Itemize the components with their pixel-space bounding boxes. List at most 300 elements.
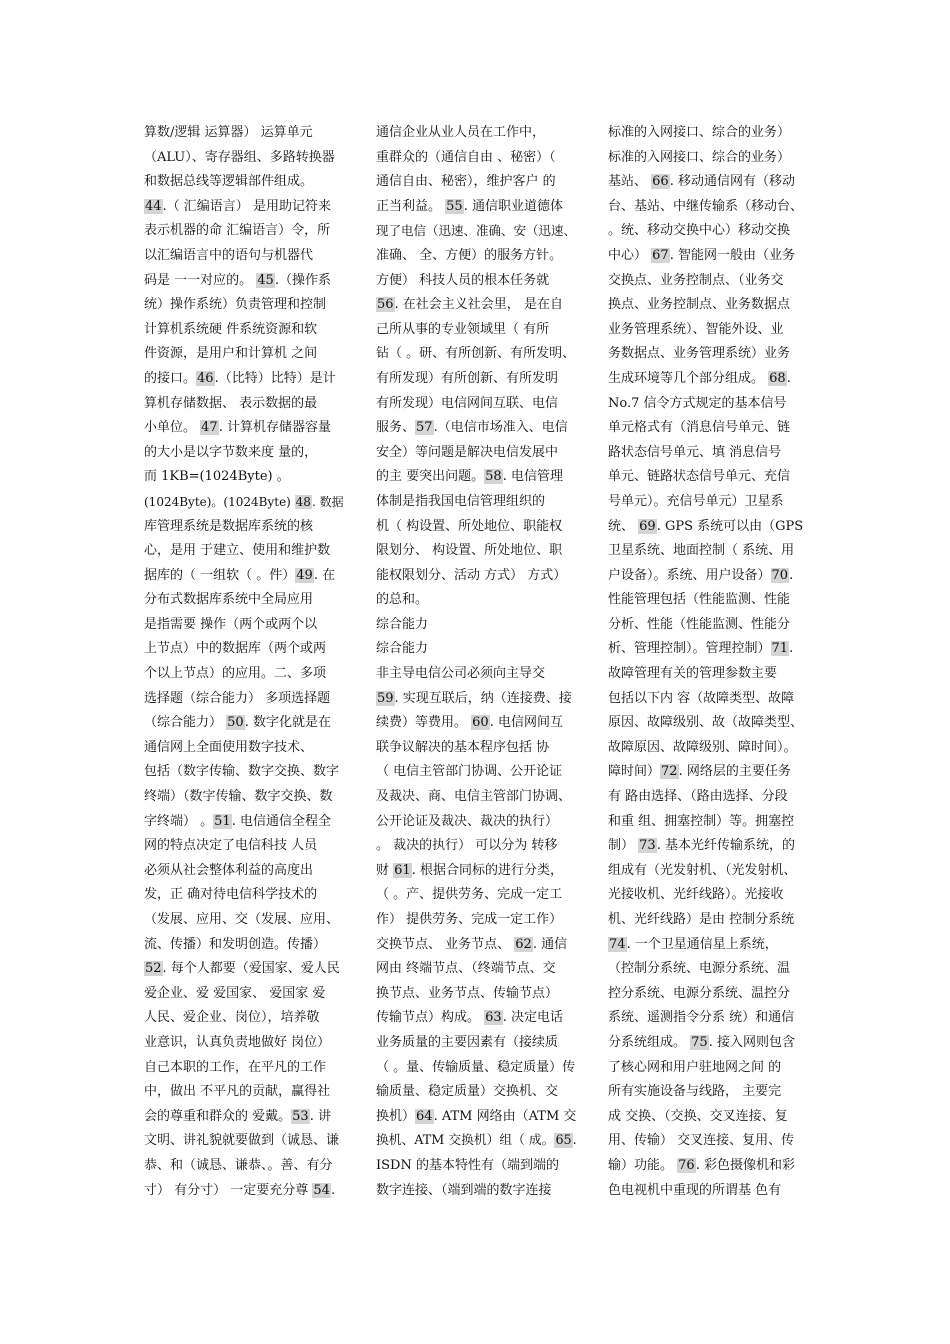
- text-line: [376, 613, 578, 638]
- text-line: [608, 146, 810, 171]
- text-line: [376, 441, 578, 466]
- text-line: [376, 1179, 578, 1204]
- text-segment: 有所发现）电信网间互联、电信: [376, 395, 559, 411]
- text-segment: 的主 要突出问题。: [376, 469, 485, 485]
- text-line: [144, 416, 346, 441]
- text-line: [144, 269, 346, 294]
- text-segment: 务数据点、业务管理系统）业务: [608, 346, 791, 362]
- text-segment: . 通信: [532, 936, 568, 952]
- text-segment: (1024Byte)。(1024Byte): [144, 494, 295, 509]
- text-segment: 输）功能。: [608, 1157, 678, 1173]
- text-segment: 业意识，认真负责地做好 岗位）: [144, 1034, 331, 1050]
- text-segment: .: [789, 641, 794, 657]
- question-number: 61: [394, 862, 411, 878]
- text-line: [608, 318, 810, 343]
- text-line: [376, 982, 578, 1007]
- text-line: [144, 342, 346, 367]
- question-number: 74: [609, 936, 626, 952]
- text-segment: 终端）（数字传输、数字交换、数: [144, 789, 333, 805]
- text-line: [608, 564, 810, 589]
- text-segment: 制）: [608, 838, 639, 854]
- text-segment: .（操作系: [274, 272, 331, 288]
- question-number: 49: [296, 567, 313, 583]
- text-line: [608, 515, 810, 540]
- text-segment: . 在社会主义社会里， 是在自: [394, 297, 563, 313]
- text-segment: 上节点）中的数据库（两个或两: [144, 641, 327, 657]
- text-segment: 机、光纤线路）是由 控制分系统: [608, 912, 795, 927]
- text-segment: 服务、: [376, 420, 416, 436]
- text-line: [376, 711, 578, 736]
- text-segment: .: [789, 567, 794, 583]
- text-line: [144, 1105, 346, 1130]
- text-segment: 的总和。: [376, 592, 429, 608]
- text-segment: . 电信通信全程全: [231, 813, 331, 829]
- text-segment: 体制是指我国电信管理组织的: [376, 493, 546, 509]
- text-line: [144, 957, 346, 982]
- text-segment: 表示机器的命 汇编语言）令，所: [144, 223, 331, 239]
- text-line: [376, 342, 578, 367]
- text-segment: 换机）: [376, 1108, 416, 1124]
- text-line: [608, 810, 810, 835]
- text-segment: 算数/逻辑 运算器） 运算单元: [144, 125, 313, 140]
- question-number: 58: [485, 469, 502, 485]
- text-segment: 通信企业从业人员在工作中，: [376, 125, 546, 140]
- text-line: [608, 834, 810, 859]
- text-line: [376, 392, 578, 417]
- text-line: [376, 1105, 578, 1130]
- text-line: [376, 515, 578, 540]
- text-line: [144, 687, 346, 712]
- text-line: [608, 785, 810, 810]
- text-line: [376, 490, 578, 515]
- text-segment: （ALU）、寄存器组、多路转换器: [144, 149, 335, 165]
- text-segment: 及裁决、商、电信主管部门协调、: [376, 789, 572, 805]
- text-segment: 通信自由、秘密），维护客户 的: [376, 174, 556, 190]
- text-segment: 业务管理系统）、智能外设、业: [608, 321, 784, 337]
- text-line: [144, 588, 346, 613]
- text-line: [376, 465, 578, 490]
- text-segment: 号单元）。充信号单元）卫星系: [608, 493, 784, 509]
- text-line: [608, 1154, 810, 1179]
- text-segment: 控分系统、电源分系统、温控分: [608, 985, 791, 1001]
- text-line: [608, 760, 810, 785]
- text-segment: 。 裁决的执行） 可以分为 转移: [376, 838, 558, 854]
- text-segment: . GPS 系统可以由（GPS: [656, 518, 804, 534]
- text-segment: 中心）: [608, 247, 652, 263]
- text-segment: . 网络层的主要任务: [678, 764, 791, 780]
- text-line: [144, 490, 346, 515]
- text-segment: . 决定电话: [502, 1010, 563, 1026]
- text-line: [608, 490, 810, 515]
- question-number: 55: [446, 198, 463, 214]
- text-line: [376, 957, 578, 982]
- text-line: [144, 465, 346, 490]
- text-line: [608, 662, 810, 687]
- text-segment: 限划分、 构设置、所处地位、职: [376, 543, 563, 559]
- text-segment: 重群众的（通信自由 、秘密）（: [376, 149, 556, 165]
- text-segment: 综合能力: [376, 616, 429, 632]
- text-line: [144, 711, 346, 736]
- text-segment: . 计算机存储器容量: [218, 420, 331, 436]
- text-line: [144, 121, 346, 146]
- text-column-middle: [376, 121, 578, 1203]
- text-segment: 标准的入网接口、综合的业务）: [608, 125, 791, 140]
- text-segment: 的接口。: [144, 370, 197, 386]
- text-segment: 中，做出 不平凡的贡献，赢得社: [144, 1084, 331, 1100]
- text-segment: 析、管理控制）。管理控制）: [608, 641, 771, 657]
- question-number: 45: [257, 272, 274, 288]
- text-line: [144, 810, 346, 835]
- text-segment: 通信网上全面使用数字技术、: [144, 739, 314, 755]
- text-segment: 机（ 构设置、所处地位、职能权: [376, 518, 563, 534]
- text-line: [144, 293, 346, 318]
- text-line: [144, 367, 346, 392]
- text-segment: . 通信职业道德体: [463, 198, 563, 214]
- question-number: 73: [639, 838, 656, 854]
- text-line: [144, 1179, 346, 1204]
- text-line: [376, 810, 578, 835]
- text-segment: 文明、讲礼貌就要做到（诚恳、谦: [144, 1133, 340, 1149]
- question-number: 70: [771, 567, 789, 583]
- text-line: [608, 367, 810, 392]
- text-segment: 联争议解决的基本程序包括 协: [376, 739, 550, 755]
- text-line: [608, 441, 810, 466]
- text-line: [376, 859, 578, 884]
- text-segment: 标准的入网接口、综合的业务）: [608, 149, 791, 165]
- text-line: [608, 883, 810, 908]
- text-line: [144, 318, 346, 343]
- text-line: [608, 121, 810, 146]
- question-number: 56: [377, 297, 394, 313]
- text-column-left: [144, 121, 346, 1203]
- text-segment: 的大小是以字节数来度 量的，: [144, 444, 318, 460]
- text-segment: . 电信管理: [502, 469, 563, 485]
- text-segment: （ 。产、提供劳务、完成一定工: [376, 887, 563, 903]
- text-segment: 台、基站、中继传输系（移动台、: [608, 198, 804, 214]
- text-segment: 现了电信（迅速、准确、安（迅速、: [376, 223, 577, 239]
- question-number: 54: [313, 1182, 330, 1198]
- text-segment: 成 交换、（交换、交叉连接、复: [608, 1108, 788, 1124]
- text-segment: 卫星系统、地面控制（ 系统、用: [608, 543, 795, 559]
- text-segment: 原因、故障级别、故（故障类型、: [608, 715, 804, 731]
- text-segment: 路状态信号单元、填 消息信号: [608, 444, 782, 460]
- question-number: 68: [769, 370, 786, 386]
- text-segment: 财: [376, 862, 394, 878]
- text-line: [376, 539, 578, 564]
- text-segment: 性能管理包括（性能监测、性能: [608, 592, 791, 608]
- text-segment: 流、传播）和发明创造。传播）: [144, 936, 327, 952]
- text-line: [144, 564, 346, 589]
- text-line: [608, 1105, 810, 1130]
- text-line: [144, 662, 346, 687]
- question-number: 50: [227, 715, 244, 731]
- text-segment: 而 1KB=(1024Byte) 。: [144, 469, 290, 485]
- text-line: [376, 785, 578, 810]
- text-segment: 有 路由选择、（路由选择、分段: [608, 789, 788, 805]
- text-line: [608, 1031, 810, 1056]
- text-line: [608, 1179, 810, 1204]
- text-segment: 交换节点、 业务节点、: [376, 936, 515, 952]
- text-segment: 生成环境等几个部分组成。: [608, 370, 769, 386]
- text-segment: No.7 信令方式规定的基本信号: [608, 395, 787, 411]
- text-line: [608, 170, 810, 195]
- text-segment: . 智能网一般由（业务: [669, 247, 795, 263]
- text-segment: 正当利益。: [376, 198, 446, 214]
- text-segment: 发，正 确对待电信科学技术的: [144, 887, 318, 903]
- question-number: 48: [295, 494, 311, 509]
- text-line: [376, 1006, 578, 1031]
- text-line: [376, 195, 578, 220]
- text-line: [376, 416, 578, 441]
- text-line: [376, 883, 578, 908]
- text-line: [608, 1129, 810, 1154]
- text-line: [608, 933, 810, 958]
- text-line: [376, 1056, 578, 1081]
- text-line: [608, 1006, 810, 1031]
- text-segment: 统）操作系统）负责管理和控制: [144, 297, 327, 313]
- text-segment: . 接入网则包含: [708, 1034, 795, 1050]
- question-number: 65: [555, 1133, 572, 1149]
- text-line: [376, 367, 578, 392]
- text-line: [608, 687, 810, 712]
- text-segment: 字终端） 。: [144, 813, 214, 829]
- question-number: 71: [771, 641, 789, 657]
- text-segment: 据库的（ 一组软（ 。件）: [144, 567, 296, 583]
- text-segment: 算机存储数据、 表示数据的最: [144, 395, 318, 411]
- text-segment: 以汇编语言中的语句与机器代: [144, 247, 314, 263]
- text-segment: 包括以下内 容（故障类型、故障: [608, 690, 795, 706]
- text-line: [608, 416, 810, 441]
- text-line: [608, 982, 810, 1007]
- question-number: 62: [515, 936, 532, 952]
- text-segment: 网的特点决定了电信科技 人员: [144, 838, 318, 854]
- question-number: 69: [639, 518, 656, 534]
- question-number: 60: [472, 715, 489, 731]
- text-column-right: [608, 121, 810, 1203]
- text-segment: 作） 提供劳务、完成一定工作）: [376, 912, 563, 927]
- text-line: [144, 146, 346, 171]
- text-segment: （控制分系统、电源分系统、温: [608, 961, 791, 977]
- text-segment: 选择题（综合能力） 多项选择题: [144, 690, 331, 706]
- text-line: [144, 195, 346, 220]
- text-line: [144, 637, 346, 662]
- text-line: [608, 293, 810, 318]
- text-segment: 故障原因、故障级别、障时间）。: [608, 739, 797, 755]
- text-line: [376, 121, 578, 146]
- text-line: [376, 564, 578, 589]
- text-segment: 公开论证及裁决、裁决的执行）: [376, 813, 559, 829]
- text-segment: 钻（ 。研、有所创新、有所发明、: [376, 346, 576, 362]
- text-segment: . 彩色摄像机和彩: [695, 1157, 795, 1173]
- text-line: [608, 613, 810, 638]
- text-segment: （ 。量、传输质量、稳定质量）传: [376, 1059, 576, 1075]
- text-segment: 色电视机中重现的所谓基 色有: [608, 1182, 782, 1198]
- text-segment: 码是 一一对应的。: [144, 272, 257, 288]
- text-segment: 输质量、稳定质量）交换机、交: [376, 1084, 559, 1100]
- text-line: [144, 785, 346, 810]
- question-number: 47: [201, 420, 218, 436]
- question-number: 64: [416, 1108, 433, 1124]
- text-segment: .（ 汇编语言） 是用助记符来: [162, 198, 331, 214]
- text-segment: 换机、ATM 交换机）组（ 成。: [376, 1133, 555, 1149]
- text-segment: . 移动通信网有（移动: [669, 174, 795, 190]
- text-segment: 件资源，是用户和计算机 之间: [144, 346, 318, 362]
- text-segment: 网由 终端节点、（终端节点、交: [376, 961, 556, 977]
- text-segment: 计算机系统硬 件系统资源和软: [144, 321, 318, 337]
- text-line: [144, 441, 346, 466]
- text-segment: 用、传输） 交叉连接、复用、传: [608, 1133, 795, 1149]
- text-segment: 有所发现）有所创新、有所发明: [376, 370, 559, 386]
- text-line: [376, 293, 578, 318]
- text-segment: 安全）等问题是解决电信发展中: [376, 444, 559, 460]
- question-number: 46: [197, 370, 214, 386]
- text-line: [376, 146, 578, 171]
- text-segment: （发展、应用、交（发展、应用、: [144, 912, 340, 927]
- text-line: [376, 170, 578, 195]
- text-segment: . 根据合同标的进行分类，: [411, 862, 563, 878]
- text-segment: 自己本职的工作，在平凡的工作: [144, 1059, 327, 1075]
- text-segment: ISDN 的基本特性有（端到端的: [376, 1157, 559, 1173]
- text-segment: 数字连接、（端到端的数字连接: [376, 1182, 552, 1198]
- text-line: [376, 269, 578, 294]
- text-line: [608, 342, 810, 367]
- question-number: 76: [678, 1157, 695, 1173]
- text-line: [144, 219, 346, 244]
- text-line: [376, 1154, 578, 1179]
- text-segment: 故障管理有关的管理参数主要: [608, 666, 778, 682]
- text-segment: 系统、遥测指令分系 统）和通信: [608, 1010, 795, 1026]
- text-segment: 人民、爱企业、岗位），培养敬: [144, 1010, 320, 1026]
- text-segment: 是指需要 操作（两个或两个以: [144, 616, 318, 632]
- text-line: [376, 662, 578, 687]
- text-line: [144, 834, 346, 859]
- text-line: [608, 1056, 810, 1081]
- text-segment: 己所从事的专业领域里（ 有所: [376, 321, 550, 337]
- text-segment: 组成有（光发射机、（光发射机、: [608, 862, 797, 878]
- text-line: [144, 515, 346, 540]
- text-line: [608, 957, 810, 982]
- text-segment: 了核心网和用户驻地网之间 的: [608, 1059, 782, 1075]
- text-line: [144, 170, 346, 195]
- text-line: [608, 711, 810, 736]
- text-line: [144, 1031, 346, 1056]
- text-line: [144, 244, 346, 269]
- text-line: [376, 637, 578, 662]
- text-segment: 换点、业务控制点、业务数据点: [608, 297, 791, 313]
- text-line: [608, 539, 810, 564]
- text-line: [144, 859, 346, 884]
- text-line: [608, 244, 810, 269]
- text-segment: .: [572, 1133, 577, 1149]
- text-segment: 单元格式有（消息信号单元、链: [608, 420, 791, 436]
- text-segment: . 电信网间互: [489, 715, 563, 731]
- text-segment: 寸） 有分寸） 一定要充分尊: [144, 1182, 313, 1198]
- text-line: [376, 219, 578, 244]
- text-line: [144, 1129, 346, 1154]
- text-segment: 户设备）。系统、用户设备）: [608, 567, 771, 583]
- text-line: [144, 1056, 346, 1081]
- text-segment: 恭、和（诚恳、谦恭、。善、有分: [144, 1157, 333, 1173]
- text-line: [376, 1031, 578, 1056]
- text-line: [608, 269, 810, 294]
- text-segment: 包括（数字传输、数字交换、数字: [144, 764, 340, 780]
- text-line: [376, 687, 578, 712]
- text-segment: 方便） 科技人员的根本任务就: [376, 272, 550, 288]
- question-number: 72: [661, 764, 678, 780]
- text-segment: .（电信市场准入、电信: [433, 420, 568, 436]
- text-segment: . 讲: [309, 1108, 331, 1124]
- text-line: [376, 834, 578, 859]
- text-segment: 综合能力: [376, 641, 429, 657]
- question-number: 63: [485, 1010, 502, 1026]
- text-segment: 库管理系统是数据库系统的核: [144, 518, 314, 534]
- text-line: [376, 588, 578, 613]
- text-line: [144, 1006, 346, 1031]
- text-segment: 分布式数据库系统中全局应用: [144, 592, 314, 608]
- text-segment: . 一个卫星通信星上系统，: [626, 936, 778, 952]
- question-number: 53: [292, 1108, 309, 1124]
- text-segment: 准确、 全、方便）的服务方针。: [376, 247, 563, 263]
- text-segment: 分析、性能（性能监测、性能分: [608, 616, 791, 632]
- text-line: [608, 195, 810, 220]
- text-segment: . ATM 网络由（ATM 交: [433, 1108, 577, 1124]
- text-segment: 和重 组、拥塞控制）等。拥塞控: [608, 813, 795, 829]
- text-line: [608, 588, 810, 613]
- text-segment: 基站、: [608, 174, 652, 190]
- text-segment: .: [786, 370, 791, 386]
- text-line: [608, 219, 810, 244]
- text-segment: . 数据: [311, 494, 344, 509]
- text-segment: 小单位。: [144, 420, 201, 436]
- text-segment: 交换点、业务控制点、（业务交: [608, 272, 784, 288]
- text-line: [144, 982, 346, 1007]
- question-number: 75: [691, 1034, 708, 1050]
- question-number: 59: [377, 690, 394, 706]
- text-segment: 分系统组成。: [608, 1034, 691, 1050]
- text-line: [608, 392, 810, 417]
- text-segment: 统、: [608, 518, 639, 534]
- text-segment: 个以上节点）的应用。二、多项: [144, 666, 327, 682]
- text-line: [608, 736, 810, 761]
- text-segment: 能权限划分、活动 方式） 方式）: [376, 567, 567, 583]
- text-segment: 。统、移动交换中心）移动交换: [608, 223, 791, 239]
- text-line: [144, 908, 346, 933]
- text-segment: 心，是用 于建立、使用和维护数: [144, 543, 331, 559]
- text-line: [144, 883, 346, 908]
- text-line: [376, 736, 578, 761]
- text-line: [376, 318, 578, 343]
- text-segment: 所有实施设备与线路， 主要完: [608, 1084, 782, 1100]
- text-line: [376, 1129, 578, 1154]
- question-number: 51: [214, 813, 231, 829]
- text-line: [144, 1080, 346, 1105]
- question-number: 44: [145, 198, 162, 214]
- text-segment: 障时间）: [608, 764, 661, 780]
- text-line: [608, 859, 810, 884]
- text-line: [608, 908, 810, 933]
- text-segment: 必须从社会整体利益的高度出: [144, 862, 314, 878]
- question-number: 57: [416, 420, 433, 436]
- text-line: [376, 760, 578, 785]
- text-line: [376, 244, 578, 269]
- text-segment: 换节点、业务节点、传输节点）: [376, 985, 559, 1001]
- text-segment: 传输节点）构成。: [376, 1010, 485, 1026]
- text-line: [144, 933, 346, 958]
- text-segment: . 基本光纤传输系统，的: [656, 838, 795, 854]
- text-segment: 光接收机、光纤线路）。光接收: [608, 887, 784, 903]
- text-line: [376, 1080, 578, 1105]
- text-line: [608, 637, 810, 662]
